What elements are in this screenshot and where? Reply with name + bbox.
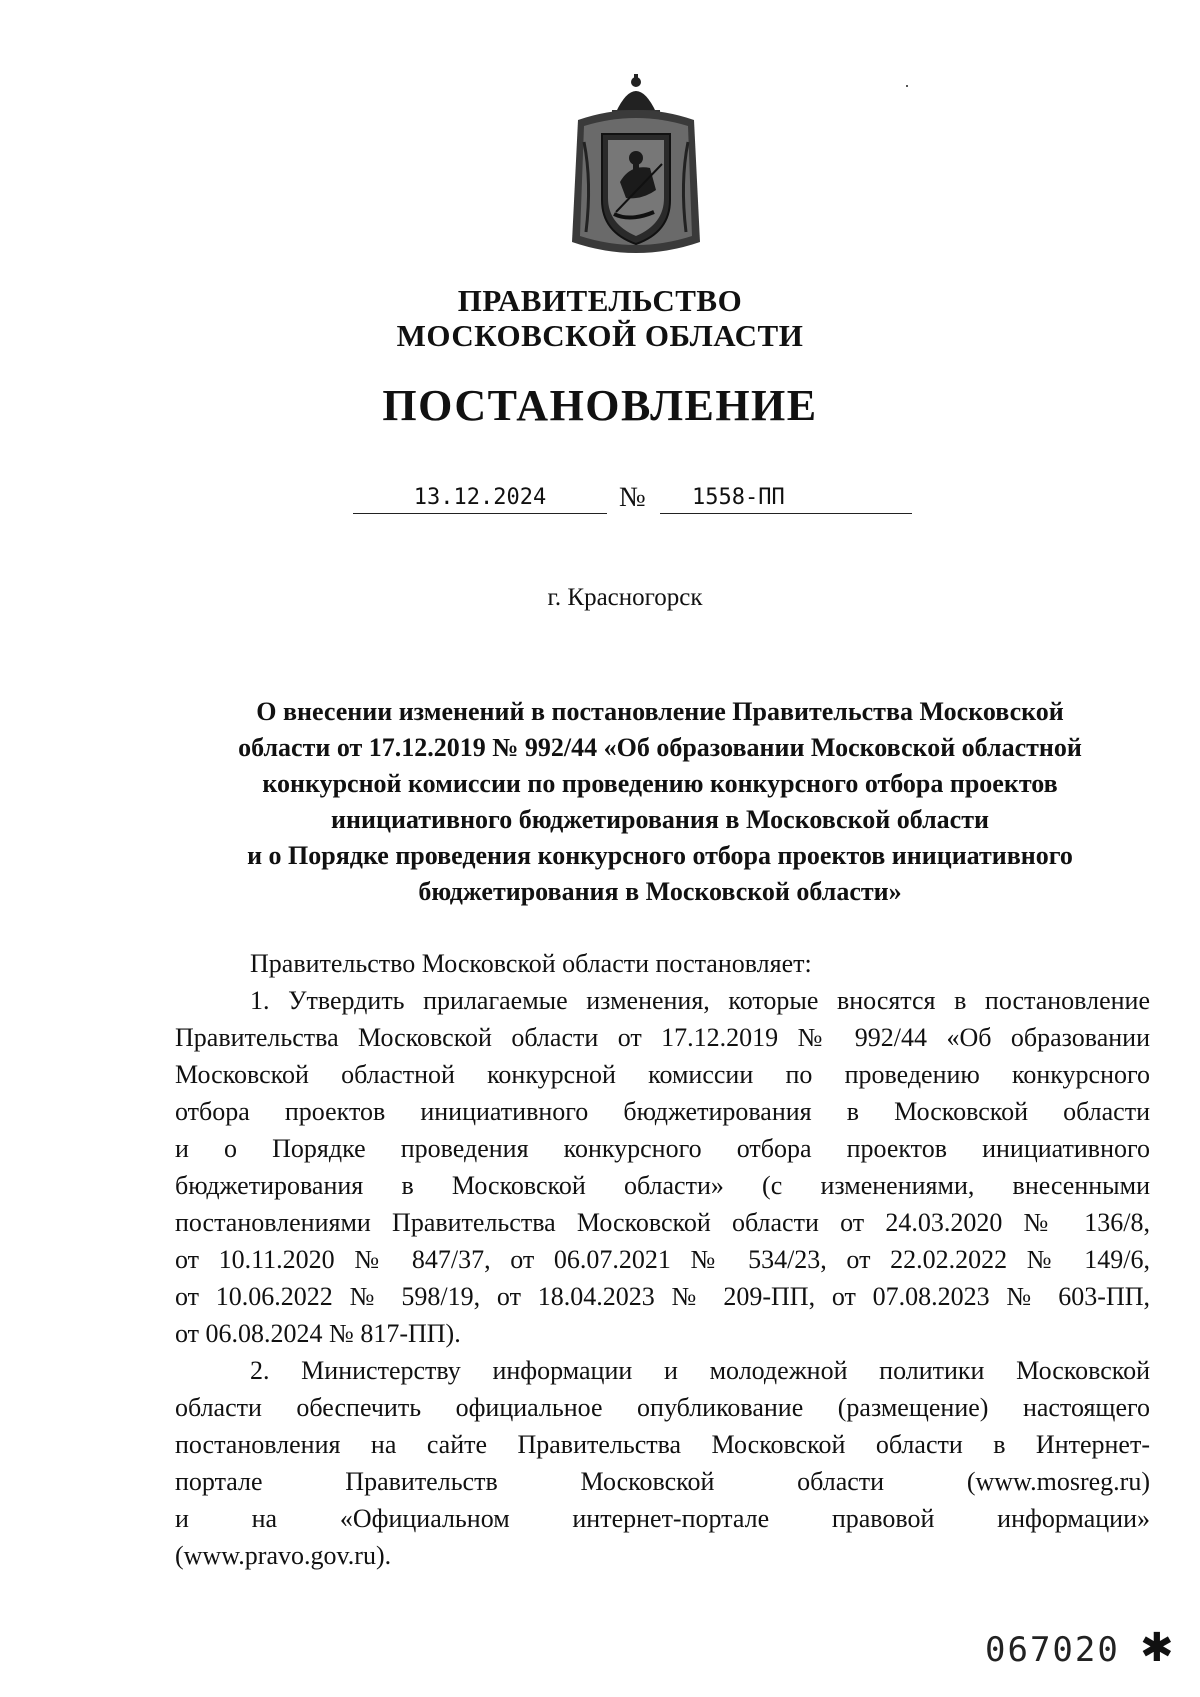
- item-1-line: 1. Утвердить прилагаемые изменения, которые вносятся в постановление: [250, 986, 1150, 1015]
- title-line: инициативного бюджетирования в Московской области: [331, 805, 989, 834]
- item-2-line: и на «Официальном интернет-портале правовой информации»: [175, 1504, 1150, 1533]
- item-1-line: и о Порядке проведения конкурсного отбора проектов инициативного: [175, 1134, 1150, 1163]
- document-title: [180, 694, 1140, 910]
- item-1-line: от 06.08.2024 № 817-ПП).: [175, 1319, 461, 1348]
- item-1: [175, 982, 1150, 1352]
- item-2-line: портале Правительств Московской области (www.mosreg.ru): [175, 1467, 1150, 1496]
- asterisk-mark: ✱: [1140, 1625, 1174, 1671]
- title-line: О внесении изменений в постановление Правительства Московской: [256, 697, 1064, 726]
- item-1-line: постановлениями Правительства Московской области от 24.03.2020 № 136/8,: [175, 1208, 1150, 1237]
- item-1-line: бюджетирования в Московской области» (с изменениями, внесенными: [175, 1171, 1150, 1200]
- serial-number: 067020: [985, 1630, 1120, 1670]
- city: г. Красногорск: [547, 584, 703, 611]
- item-1-line: отбора проектов инициативного бюджетирования в Московской области: [175, 1097, 1150, 1126]
- item-2-line: области обеспечить официальное опубликование (размещение) настоящего: [175, 1393, 1150, 1422]
- item-1-line: от 10.06.2022 № 598/19, от 18.04.2023 № 209-ПП, от 07.08.2023 № 603-ПП,: [175, 1282, 1150, 1311]
- item-1-line: Правительства Московской области от 17.12.2019 № 992/44 «Об образовании: [175, 1023, 1150, 1052]
- item-2-line: постановления на сайте Правительства Московской области в Интернет-: [175, 1430, 1150, 1459]
- item-2: [175, 1352, 1150, 1574]
- document-number: 1558-ПП: [660, 485, 912, 514]
- item-2-line: (www.pravo.gov.ru).: [175, 1541, 392, 1570]
- item-1-line: Московской областной конкурсной комиссии по проведению конкурсного: [175, 1060, 1150, 1089]
- title-line: области от 17.12.2019 № 992/44 «Об образовании Московской областной: [238, 733, 1082, 762]
- document-body: [175, 945, 1150, 1574]
- item-2-line: 2. Министерству информации и молодежной политики Московской: [250, 1356, 1150, 1385]
- coat-of-arms-icon: [570, 72, 702, 260]
- number-sign: №: [619, 482, 646, 513]
- organization-name-line2: МОСКОВСКОЙ ОБЛАСТИ: [396, 318, 804, 353]
- organization-name-line1: ПРАВИТЕЛЬСТВО: [457, 283, 743, 318]
- scan-speck: [906, 85, 908, 87]
- preamble: Правительство Московской области постановляет:: [250, 949, 812, 978]
- title-line: конкурсной комиссии по проведению конкурсного отбора проектов: [262, 769, 1058, 798]
- title-line: бюджетирования в Московской области»: [418, 877, 902, 906]
- document-date: 13.12.2024: [353, 485, 607, 514]
- item-1-line: от 10.11.2020 № 847/37, от 06.07.2021 № 534/23, от 22.02.2022 № 149/6,: [175, 1245, 1150, 1274]
- title-line: и о Порядке проведения конкурсного отбора проектов инициативного: [247, 841, 1073, 870]
- document-type: ПОСТАНОВЛЕНИЕ: [382, 381, 818, 430]
